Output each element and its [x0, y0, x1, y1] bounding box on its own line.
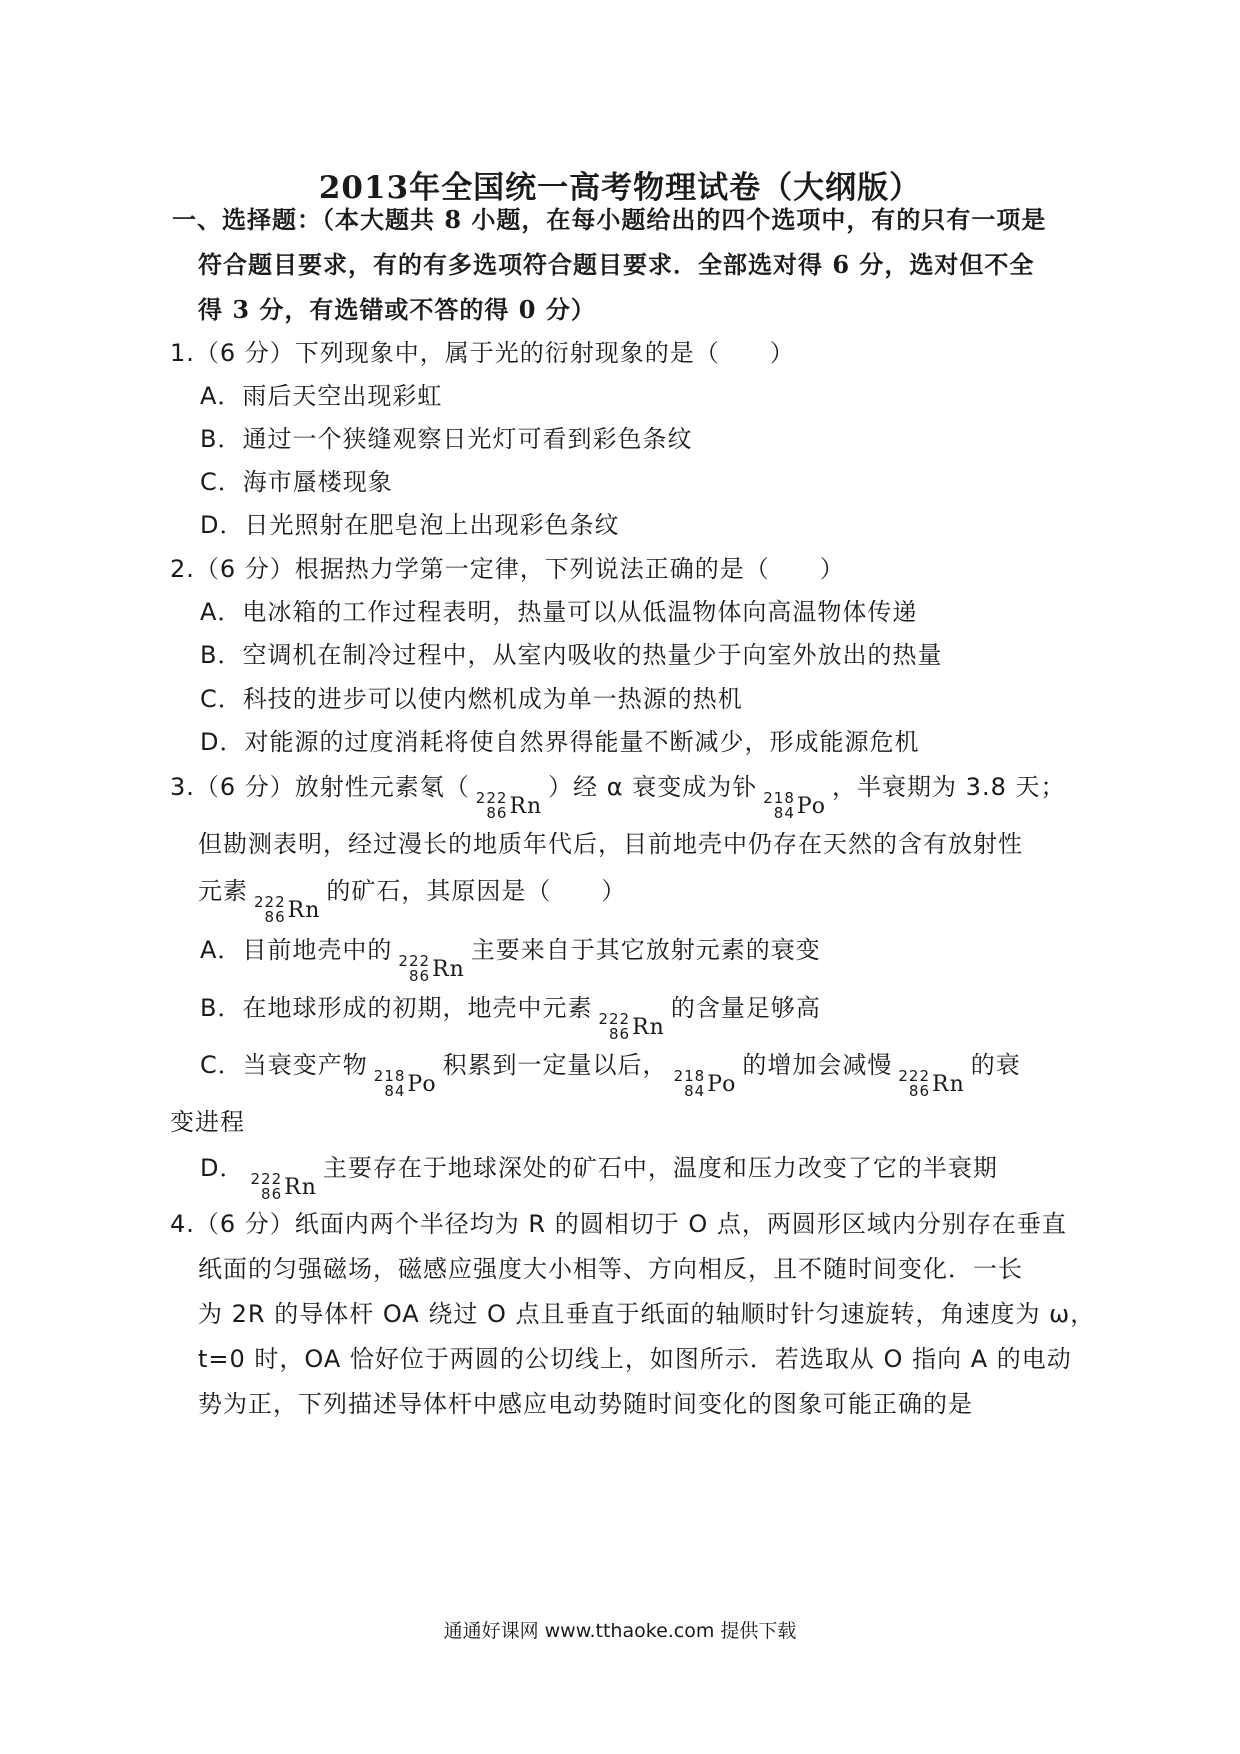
question-2-stem: 2.（6 分）根据热力学第一定律，下列说法正确的是（ ） [170, 555, 845, 583]
question-3-option-c-text-4: 的衰 [970, 1051, 1021, 1079]
radon-atomic-number: 86 [486, 804, 508, 822]
question-3-stem-line-2: 但勘测表明，经过漫长的地质年代后，目前地壳中仍存在天然的含有放射性 [198, 830, 1023, 858]
polonium-nuclide [674, 1069, 737, 1099]
question-1-stem: 1.（6 分）下列现象中，属于光的衍射现象的是（ ） [170, 339, 795, 367]
polonium-nuclide [374, 1069, 437, 1099]
radon-symbol: Rn [509, 793, 543, 819]
radon-nuclide [398, 954, 464, 984]
polonium-mass-number: 218 [763, 789, 795, 807]
polonium-atomic-number: 84 [773, 804, 795, 822]
radon-atomic-number: 86 [264, 908, 286, 926]
question-4-line-4: t=0 时，OA 恰好位于两圆的公切线上，如图所示．若选取从 O 指向 A 的电动 [198, 1345, 1072, 1373]
question-3-option-c-continuation: 变进程 [170, 1108, 245, 1136]
question-3-option-b-text-1: B．在地球形成的初期，地壳中元素 [200, 994, 593, 1022]
radon-atomic-number: 86 [609, 1025, 631, 1043]
question-2-option-a: A．电冰箱的工作过程表明，热量可以从低温物体向高温物体传递 [200, 598, 918, 626]
question-3-option-d-text-1: D． [200, 1154, 245, 1182]
question-1-option-d: D．日光照射在肥皂泡上出现彩色条纹 [200, 511, 620, 539]
radon-nuclide [598, 1012, 664, 1042]
radon-mass-number: 222 [898, 1067, 930, 1085]
radon-atomic-number: 86 [408, 967, 431, 985]
question-3-option-a [200, 930, 821, 984]
question-3-option-c-text-1: C．当衰变产物 [200, 1051, 368, 1079]
polonium-atomic-number: 84 [684, 1082, 706, 1100]
question-3-line-3-text-a: 元素 [198, 877, 248, 905]
radon-symbol: Rn [287, 897, 321, 923]
question-2-option-d: D．对能源的过度消耗将使自然界得能量不断减少，形成能源危机 [200, 728, 920, 756]
question-3-stem-text-a: 3.（6 分）放射性元素氡（ [170, 773, 470, 801]
radon-nuclide [898, 1069, 964, 1099]
question-4-line-1: 4.（6 分）纸面内两个半径均为 R 的圆相切于 O 点，两圆形区域内分别存在垂直 [170, 1210, 1067, 1238]
radon-mass-number: 222 [398, 952, 431, 970]
polonium-mass-number: 218 [673, 1067, 706, 1085]
question-3-option-c-text-3: 的增加会减慢 [742, 1051, 893, 1079]
page-footer: 通通好课网 www.tthaoke.com 提供下载 [443, 1620, 797, 1642]
polonium-nuclide [763, 791, 826, 821]
question-3-option-d [200, 1148, 998, 1202]
question-3-option-b-text-2: 的含量足够高 [670, 994, 821, 1022]
radon-mass-number: 222 [598, 1010, 631, 1028]
polonium-symbol: Po [796, 793, 827, 819]
question-3-option-a-text-2: 主要来自于其它放射元素的衰变 [470, 936, 821, 964]
radon-mass-number: 222 [475, 789, 508, 807]
question-3-line-3-text-b: 的矿石，其原因是（ ） [326, 877, 627, 905]
question-1-option-b: B．通过一个狭缝观察日光灯可看到彩色条纹 [200, 425, 693, 453]
question-4-line-3: 为 2R 的导体杆 OA 绕过 O 点且垂直于纸面的轴顺时针匀速旋转，角速度为 ω， [198, 1300, 1096, 1328]
question-3-option-c-text-2: 积累到一定量以后， [442, 1051, 668, 1079]
question-2-option-b: B．空调机在制冷过程中，从室内吸收的热量少于向室外放出的热量 [200, 641, 943, 669]
question-3-stem [170, 767, 1065, 821]
question-3-option-c [200, 1045, 1021, 1099]
question-4-line-5: 势为正，下列描述导体杆中感应电动势随时间变化的图象可能正确的是 [198, 1390, 973, 1418]
question-1-option-c: C．海市蜃楼现象 [200, 468, 393, 496]
radon-nuclide [250, 1172, 316, 1202]
question-3-stem-text-b: ）经 α 衰变成为钋 [548, 773, 758, 801]
question-3-option-a-text-1: A．目前地壳中的 [200, 936, 393, 964]
section-header-line-2: 符合题目要求，有的有多选项符合题目要求．全部选对得 6 分，选对但不全 [198, 250, 1035, 279]
radon-symbol: Rn [632, 1014, 665, 1040]
page-title: 2013年全国统一高考物理试卷（大纲版） [318, 170, 922, 206]
radon-mass-number: 222 [250, 1170, 283, 1188]
radon-symbol: Rn [284, 1174, 317, 1200]
question-2-option-c: C．科技的进步可以使内燃机成为单一热源的热机 [200, 685, 743, 713]
radon-atomic-number: 86 [261, 1185, 283, 1203]
radon-atomic-number: 86 [908, 1082, 930, 1100]
radon-symbol: Rn [932, 1071, 965, 1097]
polonium-symbol: Po [407, 1071, 437, 1097]
radon-symbol: Rn [432, 956, 465, 982]
question-4-line-2: 纸面的匀强磁场，磁感应强度大小相等、方向相反，且不随时间变化．一长 [198, 1255, 1023, 1283]
section-header-line-3: 得 3 分，有选错或不答的得 0 分） [198, 295, 596, 324]
question-1-option-a: A．雨后天空出现彩虹 [200, 382, 443, 410]
question-3-option-b [200, 988, 821, 1042]
question-3-stem-text-c: ，半衰期为 3.8 天； [832, 773, 1066, 801]
polonium-atomic-number: 84 [384, 1082, 406, 1100]
polonium-symbol: Po [707, 1071, 737, 1097]
radon-nuclide [254, 895, 320, 925]
radon-nuclide [476, 791, 542, 821]
polonium-mass-number: 218 [373, 1067, 406, 1085]
question-3-option-d-text-2: 主要存在于地球深处的矿石中，温度和压力改变了它的半衰期 [322, 1154, 998, 1182]
section-header-line-1: 一、选择题：（本大题共 8 小题，在每小题给出的四个选项中，有的只有一项是 [172, 205, 1047, 234]
question-3-stem-line-3 [198, 871, 626, 925]
radon-mass-number: 222 [254, 893, 286, 911]
